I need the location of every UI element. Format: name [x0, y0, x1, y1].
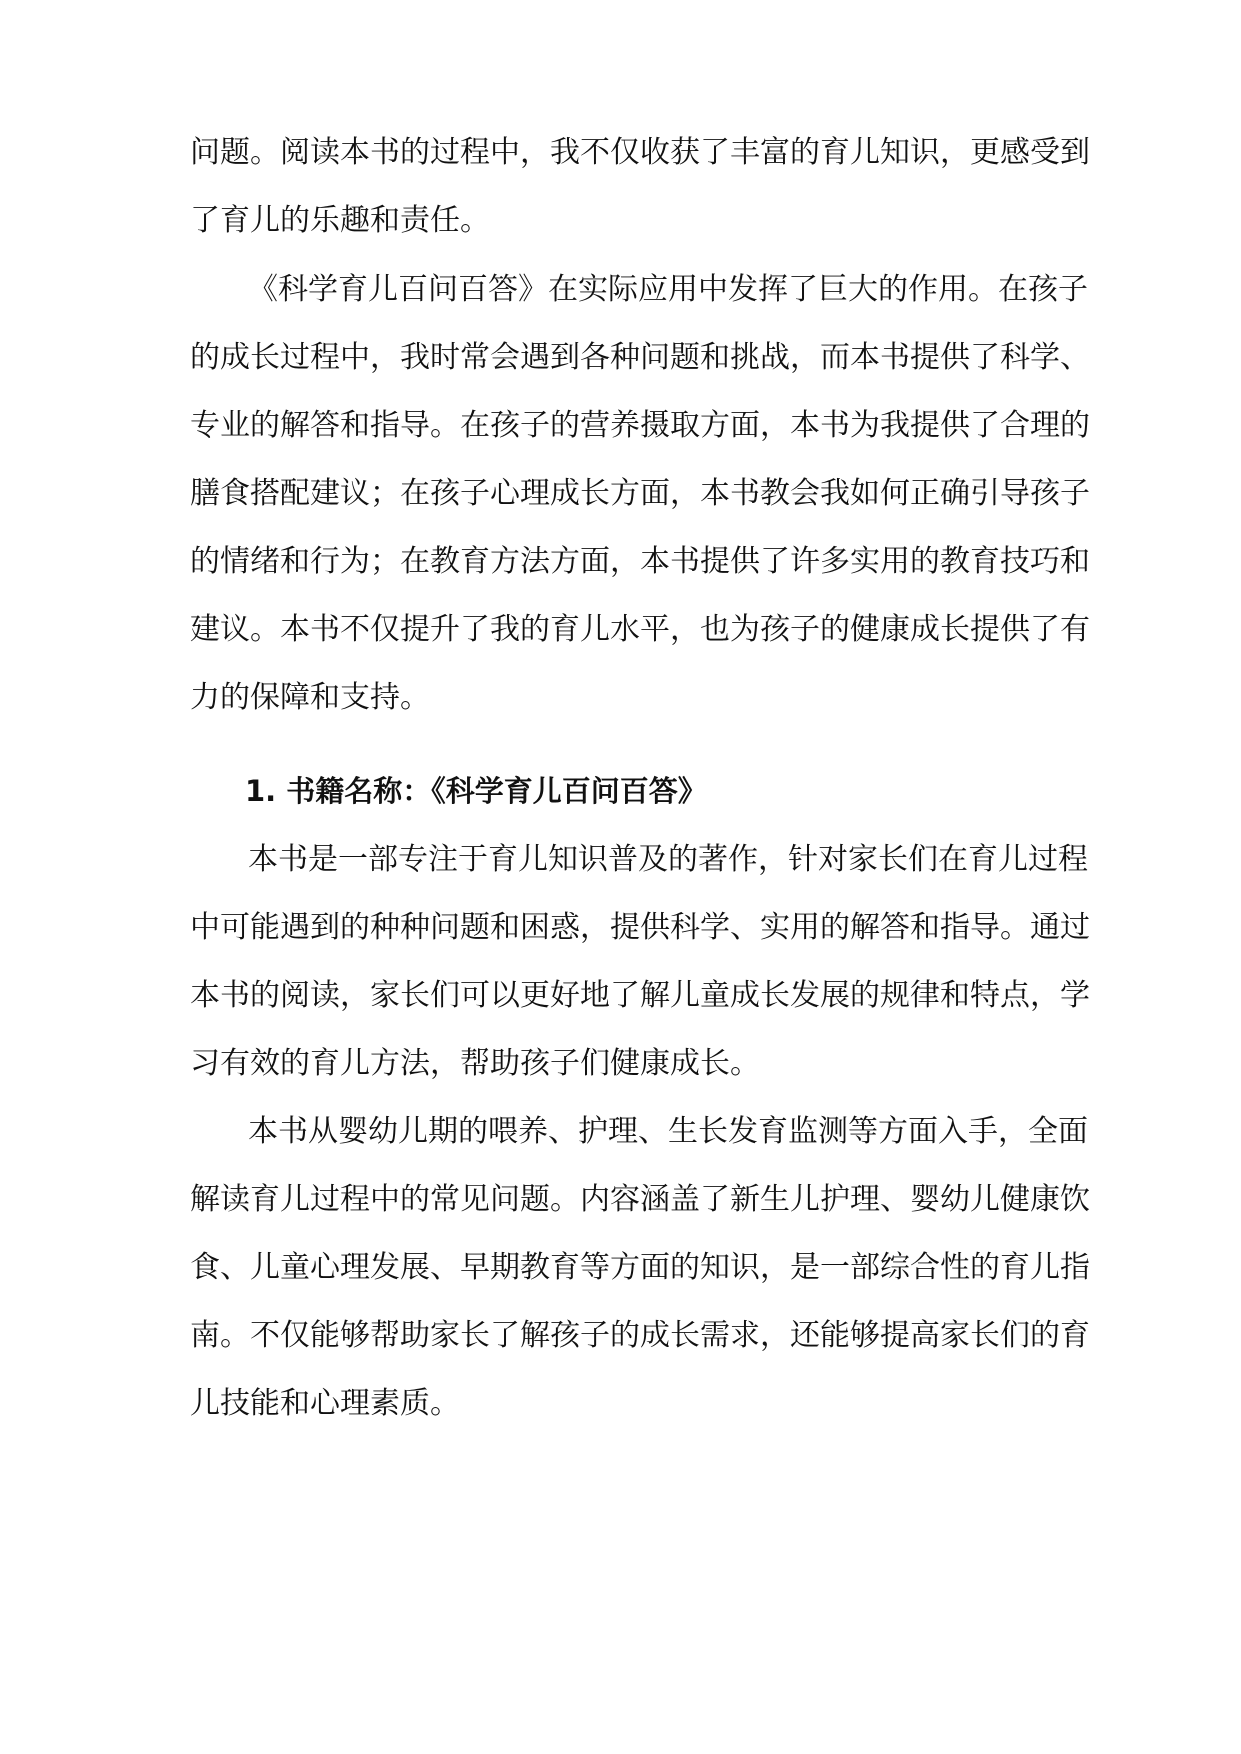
paragraph-4-line-1: 本书从婴幼儿期的喂养、护理、生长发育监测等方面入手，全面	[248, 1114, 1088, 1149]
paragraph-2-line-2: 的成长过程中，我时常会遇到各种问题和挑战，而本书提供了科学、	[190, 340, 1090, 375]
paragraph-4-line-3: 食、儿童心理发展、早期教育等方面的知识，是一部综合性的育儿指	[190, 1250, 1090, 1285]
paragraph-2-line-4: 膳食搭配建议；在孩子心理成长方面，本书教会我如何正确引导孩子	[190, 476, 1090, 511]
paragraph-2-line-3: 专业的解答和指导。在孩子的营养摄取方面，本书为我提供了合理的	[190, 408, 1090, 443]
paragraph-3-line-4: 习有效的育儿方法，帮助孩子们健康成长。	[190, 1046, 760, 1081]
paragraph-1-line-2: 了育儿的乐趣和责任。	[190, 203, 490, 238]
paragraph-4-line-2: 解读育儿过程中的常见问题。内容涵盖了新生儿护理、婴幼儿健康饮	[190, 1182, 1090, 1217]
paragraph-2-line-5: 的情绪和行为；在教育方法方面，本书提供了许多实用的教育技巧和	[190, 544, 1090, 579]
section-heading: 1. 书籍名称：《科学育儿百问百答》	[245, 774, 707, 808]
paragraph-3-line-3: 本书的阅读，家长们可以更好地了解儿童成长发展的规律和特点，学	[190, 978, 1090, 1013]
paragraph-3-line-1: 本书是一部专注于育儿知识普及的著作，针对家长们在育儿过程	[248, 842, 1088, 877]
paragraph-3-line-2: 中可能遇到的种种问题和困惑，提供科学、实用的解答和指导。通过	[190, 910, 1090, 945]
paragraph-4-line-5: 儿技能和心理素质。	[190, 1386, 460, 1421]
paragraph-2-line-6: 建议。本书不仅提升了我的育儿水平，也为孩子的健康成长提供了有	[190, 612, 1090, 647]
paragraph-2-line-7: 力的保障和支持。	[190, 680, 430, 715]
paragraph-2-line-1: 《科学育儿百问百答》在实际应用中发挥了巨大的作用。在孩子	[248, 272, 1088, 307]
paragraph-1-line-1: 问题。阅读本书的过程中，我不仅收获了丰富的育儿知识，更感受到	[190, 135, 1090, 170]
paragraph-4-line-4: 南。不仅能够帮助家长了解孩子的成长需求，还能够提高家长们的育	[190, 1318, 1090, 1353]
